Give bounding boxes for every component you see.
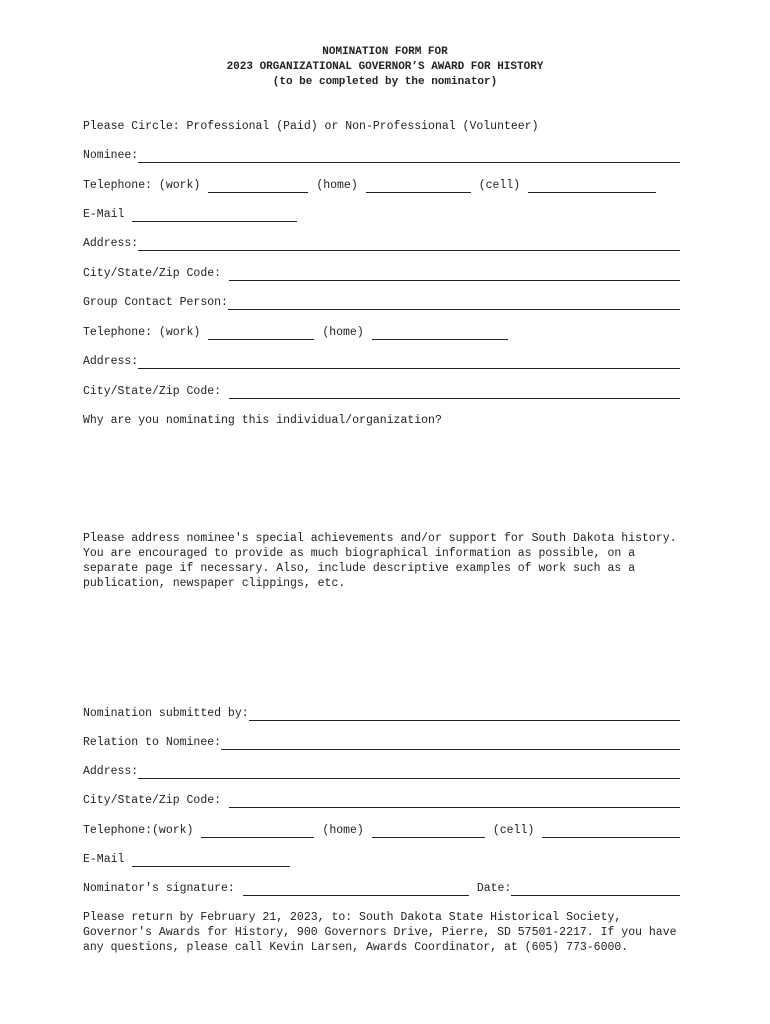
achievements-paragraph: Please address nominee's special achievements and/or support for South Dakota history. You are encouraged to provide as much biographical information as possible, on a separate page if necessary. Also, include descriptive examples of work such as a publication, newspaper clippings, etc. (83, 532, 677, 590)
signature-label: Nominator's signature: (83, 882, 235, 895)
group-contact-row (83, 294, 680, 310)
nominee-email-label: E-Mail (83, 208, 125, 221)
date-label: Date: (476, 882, 512, 895)
submitter-address-field[interactable] (138, 766, 680, 779)
submitter-tel-cell-label: (cell) (492, 824, 535, 837)
group-address-label: Address: (83, 355, 139, 368)
nominee-address-field[interactable] (138, 238, 680, 251)
circle-instruction: Please Circle: Professional (Paid) or Non-Professional (Volunteer) (83, 120, 539, 133)
submitted-by-label: Nomination submitted by: (83, 707, 249, 720)
form-title-line1: NOMINATION FORM FOR (322, 46, 448, 58)
nominee-tel-home-field[interactable] (366, 180, 471, 193)
nominee-tel-work-label: Telephone: (work) (83, 179, 201, 192)
group-telephone-row (83, 324, 680, 340)
submitter-tel-home-label: (home) (322, 824, 364, 837)
nominee-tel-cell-field[interactable] (528, 180, 656, 193)
group-contact-field[interactable] (228, 297, 680, 310)
submitted-by-field[interactable] (249, 708, 680, 721)
group-tel-home-label: (home) (322, 326, 364, 339)
relation-field[interactable] (221, 737, 680, 750)
nominee-address-row (83, 235, 680, 251)
submitter-tel-work-label: Telephone:(work) (83, 824, 194, 837)
group-address-row (83, 353, 680, 369)
submitter-address-row (83, 763, 680, 779)
nominee-row (83, 147, 680, 163)
nominee-tel-cell-label: (cell) (478, 179, 521, 192)
nominee-telephone-row (83, 177, 680, 193)
nominee-email-field[interactable] (132, 209, 297, 222)
submitter-tel-cell-field[interactable] (542, 825, 680, 838)
nominee-city-row (83, 265, 680, 281)
date-field[interactable] (511, 883, 680, 896)
relation-label: Relation to Nominee: (83, 736, 222, 749)
nominee-city-label: City/State/Zip Code: (83, 267, 222, 280)
submitter-telephone-row (83, 822, 680, 838)
signature-field[interactable] (243, 883, 469, 896)
submitter-email-field[interactable] (132, 854, 290, 867)
group-tel-work-field[interactable] (208, 327, 314, 340)
submitter-tel-home-field[interactable] (372, 825, 485, 838)
group-city-row (83, 383, 680, 399)
form-title-line3: (to be completed by the nominator) (272, 76, 498, 88)
signature-row (83, 880, 680, 896)
group-tel-work-label: Telephone: (work) (83, 326, 201, 339)
submitter-email-label: E-Mail (83, 853, 125, 866)
why-question-label: Why are you nominating this individual/organization? (83, 414, 442, 427)
nominee-email-row (83, 206, 680, 222)
submitter-address-label: Address: (83, 765, 139, 778)
submitted-by-row (83, 705, 680, 721)
nominee-address-label: Address: (83, 237, 139, 250)
nominee-tel-home-label: (home) (316, 179, 358, 192)
nominee-tel-work-field[interactable] (208, 180, 308, 193)
return-instructions: Please return by February 21, 2023, to: South Dakota State Historical Society, Governor's Awards for History, 900 Governors Drive, Pierre, SD 57501-2217. If you have any questions, please call Kevin Larsen, Awards Coordinator, at (605) 773-6000. (83, 911, 677, 954)
group-city-label: City/State/Zip Code: (83, 385, 222, 398)
relation-row (83, 734, 680, 750)
group-address-field[interactable] (138, 356, 680, 369)
why-question-row (83, 412, 680, 428)
submitter-city-field[interactable] (229, 795, 680, 808)
nominee-city-field[interactable] (229, 268, 680, 281)
nominee-field[interactable] (138, 150, 680, 163)
submitter-city-row (83, 792, 680, 808)
submitter-tel-work-field[interactable] (201, 825, 314, 838)
group-tel-home-field[interactable] (372, 327, 508, 340)
group-city-field[interactable] (229, 386, 680, 399)
nominee-label: Nominee: (83, 149, 139, 162)
form-title-line2: 2023 ORGANIZATIONAL GOVERNOR’S AWARD FOR HISTORY (226, 61, 544, 73)
submitter-email-row (83, 851, 680, 867)
group-contact-label: Group Contact Person: (83, 296, 228, 309)
submitter-city-label: City/State/Zip Code: (83, 794, 222, 807)
